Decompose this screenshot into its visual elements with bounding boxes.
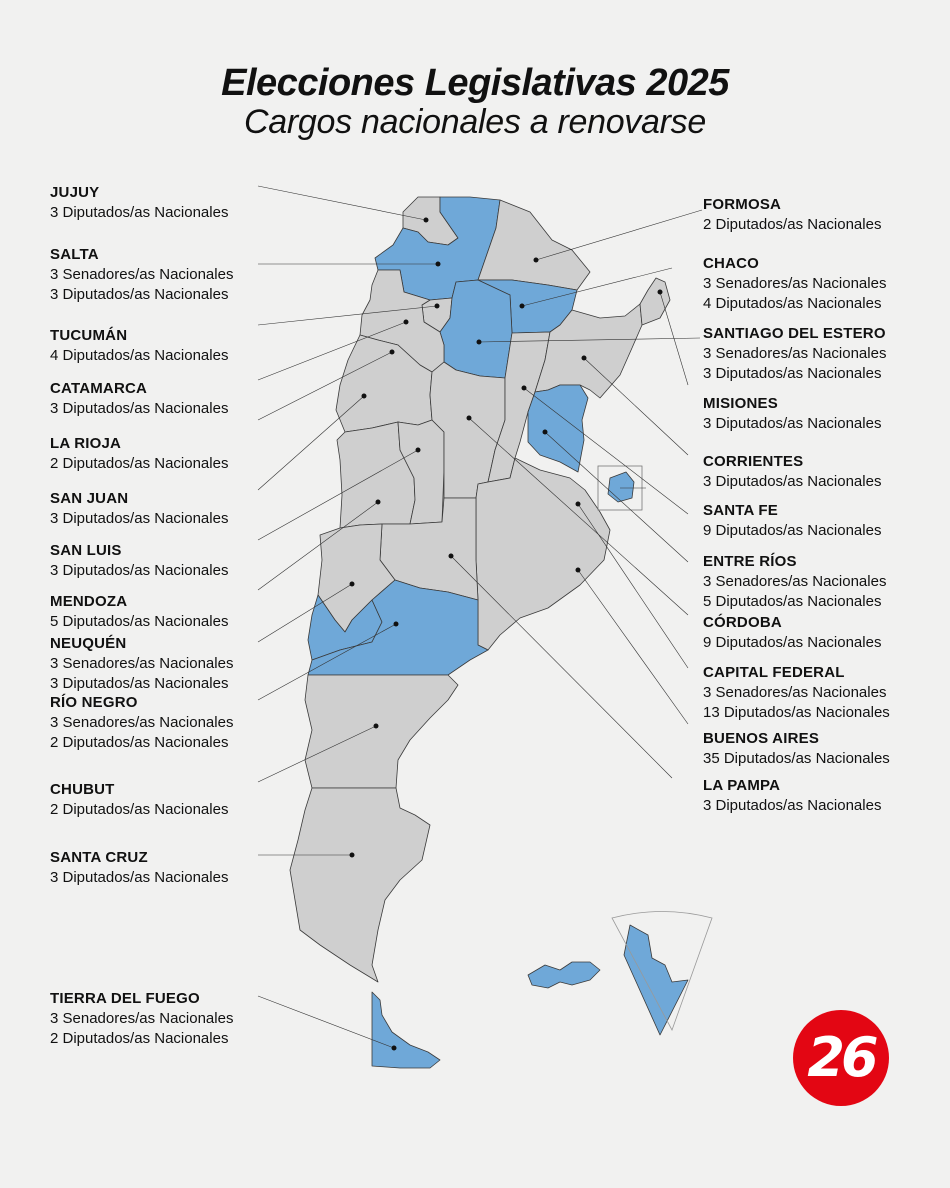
- label-tierradelfuego: TIERRA DEL FUEGO 3 Senadores/as Nacionales 2 Diputados/as Nacionales: [50, 990, 234, 1047]
- label-capital: CAPITAL FEDERAL 3 Senadores/as Nacionales 13 Diputados/as Nacionales: [703, 664, 890, 721]
- province-tierradelfuego[interactable]: [372, 992, 440, 1068]
- label-lapampa: LA PAMPA 3 Diputados/as Nacionales: [703, 777, 882, 814]
- province-chubut[interactable]: [305, 675, 458, 788]
- province-buenosaires[interactable]: [476, 458, 610, 650]
- label-neuquen: NEUQUÉN 3 Senadores/as Nacionales 3 Diputados/as Nacionales: [50, 635, 234, 692]
- label-santacruz: SANTA CRUZ 3 Diputados/as Nacionales: [50, 849, 229, 886]
- label-mendoza: MENDOZA 5 Diputados/as Nacionales: [50, 593, 229, 630]
- label-cordoba: CÓRDOBA 9 Diputados/as Nacionales: [703, 614, 882, 651]
- label-rionegro: RÍO NEGRO 3 Senadores/as Nacionales 2 Diputados/as Nacionales: [50, 694, 234, 751]
- label-larioja: LA RIOJA 2 Diputados/as Nacionales: [50, 435, 229, 472]
- antarctica-sector: [624, 925, 688, 1035]
- label-jujuy: JUJUY 3 Diputados/as Nacionales: [50, 184, 229, 221]
- label-formosa: FORMOSA 2 Diputados/as Nacionales: [703, 196, 882, 233]
- label-salta: SALTA 3 Senadores/as Nacionales 3 Diputados/as Nacionales: [50, 246, 234, 303]
- page-subtitle: Cargos nacionales a renovarse: [244, 103, 706, 141]
- label-santiago: SANTIAGO DEL ESTERO 3 Senadores/as Nacionales 3 Diputados/as Nacionales: [703, 325, 887, 382]
- label-misiones: MISIONES 3 Diputados/as Nacionales: [703, 395, 882, 432]
- province-misiones[interactable]: [640, 278, 670, 325]
- label-sanluis: SAN LUIS 3 Diputados/as Nacionales: [50, 542, 229, 579]
- province-santacruz[interactable]: [290, 788, 430, 982]
- page-title: Elecciones Legislativas 2025: [221, 62, 729, 104]
- label-corrientes: CORRIENTES 3 Diputados/as Nacionales: [703, 453, 882, 490]
- label-chaco: CHACO 3 Senadores/as Nacionales 4 Diputados/as Nacionales: [703, 255, 887, 312]
- label-buenosaires: BUENOS AIRES 35 Diputados/as Nacionales: [703, 730, 890, 767]
- label-entrerios: ENTRE RÍOS 3 Senadores/as Nacionales 5 Diputados/as Nacionales: [703, 553, 887, 610]
- label-sanjuan: SAN JUAN 3 Diputados/as Nacionales: [50, 490, 229, 527]
- label-chubut: CHUBUT 2 Diputados/as Nacionales: [50, 781, 229, 818]
- malvinas-islands: [528, 962, 600, 988]
- label-santafe: SANTA FE 9 Diputados/as Nacionales: [703, 502, 882, 539]
- province-capital[interactable]: [608, 472, 634, 502]
- channel-26-logo: 26: [793, 1010, 889, 1106]
- label-catamarca: CATAMARCA 3 Diputados/as Nacionales: [50, 380, 229, 417]
- label-tucuman: TUCUMÁN 4 Diputados/as Nacionales: [50, 327, 229, 364]
